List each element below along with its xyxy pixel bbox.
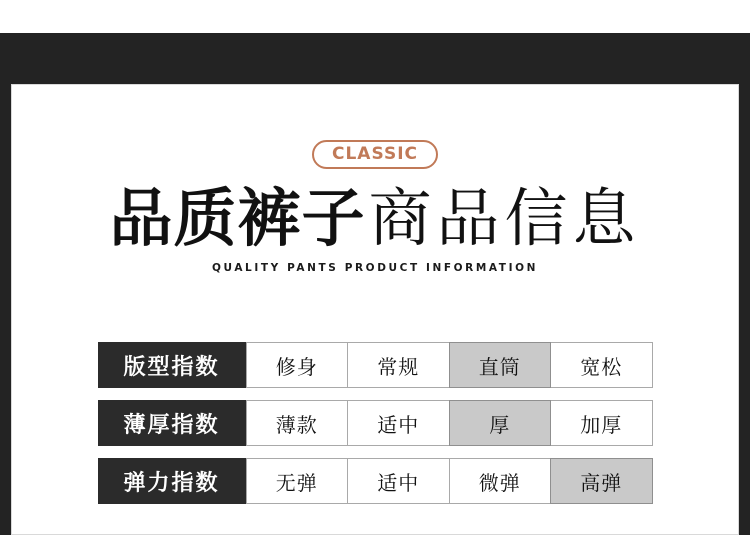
spec-cell: 适中 <box>347 400 450 446</box>
dark-frame <box>0 33 750 535</box>
page-title-bold: 品质裤子 <box>109 182 366 255</box>
classic-badge: CLASSIC <box>312 140 438 169</box>
spec-cell: 无弹 <box>246 458 349 504</box>
spec-cell: 修身 <box>246 342 349 388</box>
spec-cell: 微弹 <box>449 458 552 504</box>
page-title-light: 商品信息 <box>368 182 641 255</box>
spec-cell: 常规 <box>347 342 450 388</box>
spec-table <box>98 342 653 504</box>
spec-cell: 宽松 <box>550 342 653 388</box>
page-title <box>11 183 739 255</box>
spec-cell-selected: 厚 <box>449 400 552 446</box>
spec-row-label: 弹力指数 <box>98 458 246 504</box>
spec-cell: 加厚 <box>550 400 653 446</box>
spec-row <box>98 400 653 446</box>
spec-cell: 薄款 <box>246 400 349 446</box>
badge-wrap <box>11 140 739 169</box>
spec-cell-selected: 直筒 <box>449 342 552 388</box>
page-subtitle: QUALITY PANTS PRODUCT INFORMATION <box>212 262 538 274</box>
spec-row <box>98 342 653 388</box>
spec-cell: 适中 <box>347 458 450 504</box>
spec-row-label: 版型指数 <box>98 342 246 388</box>
spec-row-label: 薄厚指数 <box>98 400 246 446</box>
spec-row <box>98 458 653 504</box>
spec-cell-selected: 高弹 <box>550 458 653 504</box>
